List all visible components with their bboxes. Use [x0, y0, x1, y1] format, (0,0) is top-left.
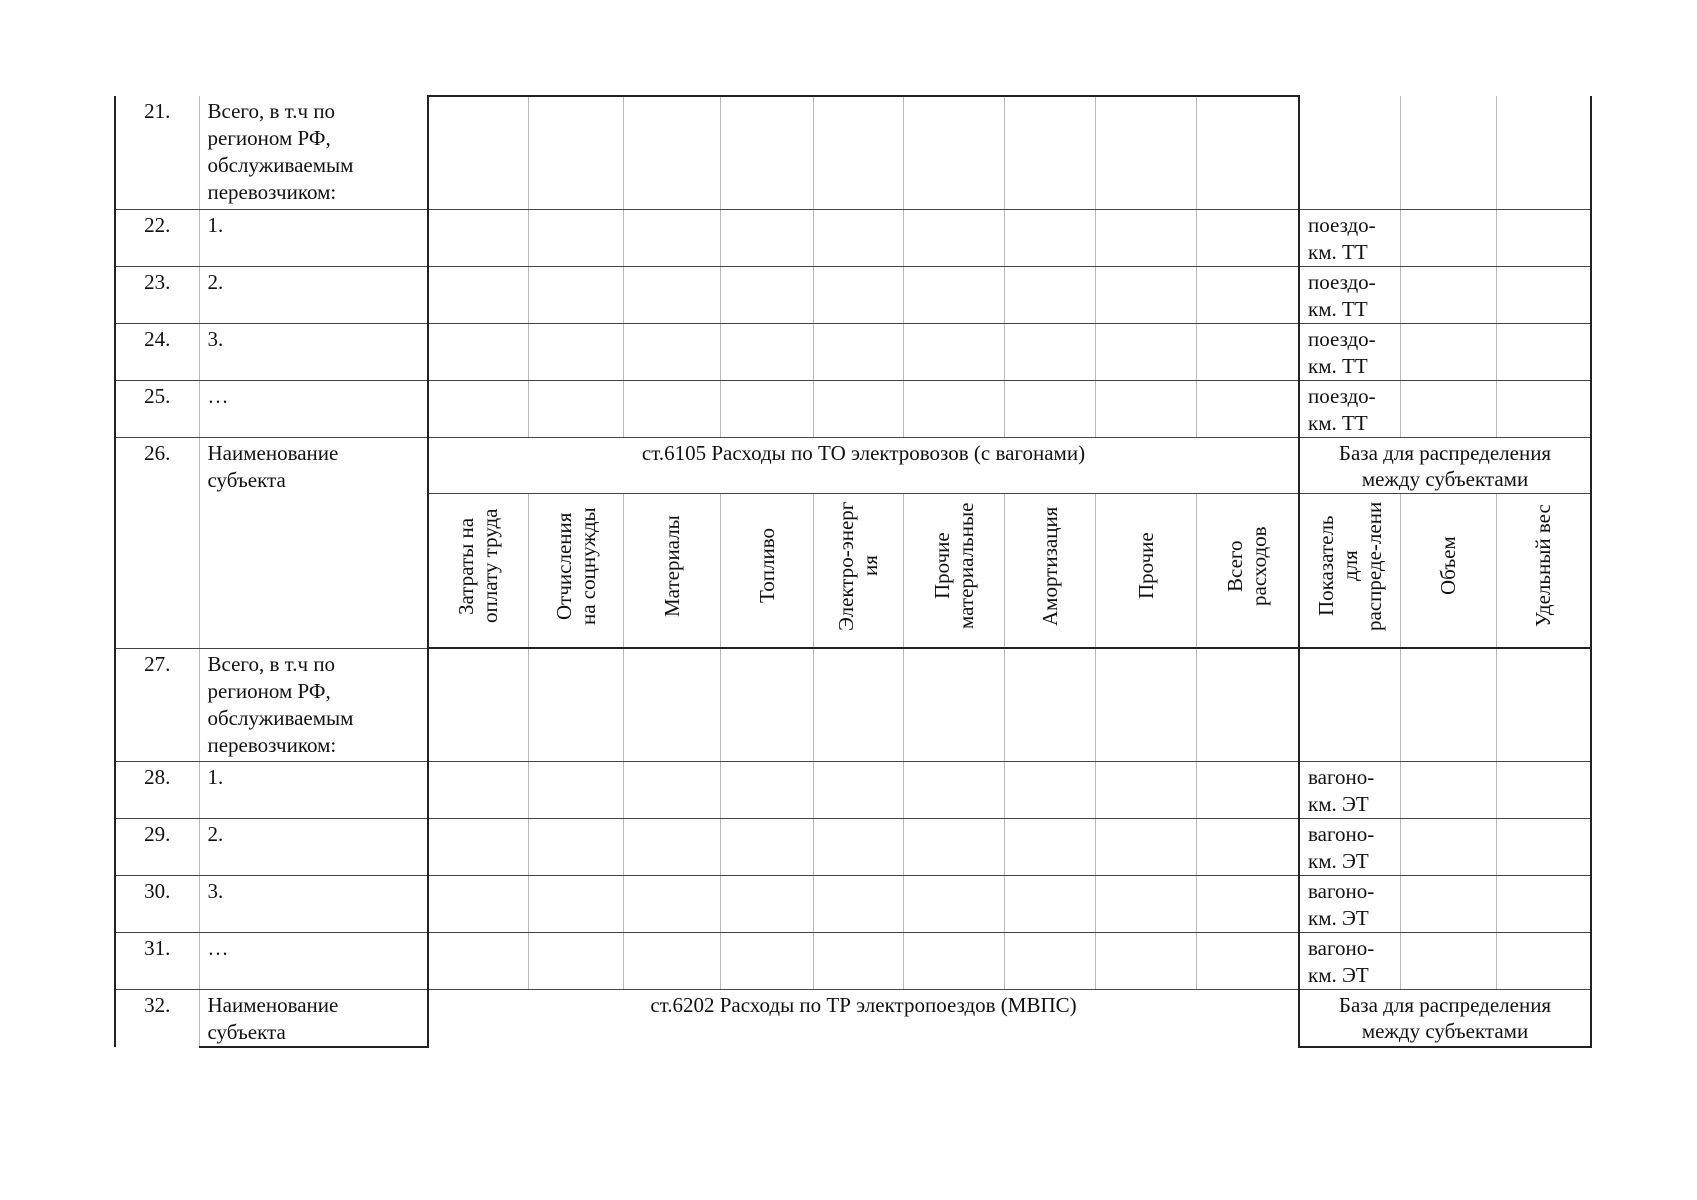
- table-row: [115, 381, 1591, 438]
- cell: [903, 876, 1004, 933]
- cell: [813, 210, 903, 267]
- cell: [623, 210, 720, 267]
- cell: [1004, 96, 1095, 210]
- cell: [428, 96, 528, 210]
- base-indicator: вагоно-км. ЭТ: [1299, 933, 1400, 990]
- table-row: [115, 210, 1591, 267]
- row-name: 2.: [199, 267, 428, 324]
- section-title: ст.6105 Расходы по ТО электровозов (с вагонами): [428, 438, 1299, 494]
- cell: [720, 96, 813, 210]
- subject-name-header: Наименование субъекта: [199, 438, 428, 649]
- section-header-row: [115, 990, 1591, 1048]
- cell: [720, 876, 813, 933]
- cell: [1496, 210, 1591, 267]
- base-indicator: поездо-км. ТТ: [1299, 381, 1400, 438]
- column-header: [1004, 494, 1095, 649]
- cell: [1299, 96, 1400, 210]
- cell: [1496, 762, 1591, 819]
- cell: [720, 762, 813, 819]
- row-name: …: [199, 381, 428, 438]
- cell: [903, 762, 1004, 819]
- cell: [528, 876, 623, 933]
- cell: [813, 648, 903, 762]
- column-header: [813, 494, 903, 649]
- column-header-label: Прочие материальные: [929, 502, 978, 630]
- column-header-label: Прочие: [1133, 532, 1158, 600]
- cell: [1196, 933, 1299, 990]
- cell: [1004, 267, 1095, 324]
- cell: [428, 381, 528, 438]
- cell: [1496, 324, 1591, 381]
- cell: [813, 933, 903, 990]
- column-header-label: Топливо: [754, 528, 779, 604]
- cell: [903, 648, 1004, 762]
- cell: [1004, 762, 1095, 819]
- section-header-row: [115, 438, 1591, 494]
- cell: [1196, 762, 1299, 819]
- row-number: 30.: [115, 876, 199, 933]
- subject-name-header: Наименование субъекта: [199, 990, 428, 1048]
- base-title: База для распределения между субъектами: [1299, 438, 1591, 494]
- cell: [428, 324, 528, 381]
- cell: [813, 762, 903, 819]
- row-number: 21.: [115, 96, 199, 210]
- cell: [1400, 96, 1496, 210]
- cell: [623, 876, 720, 933]
- row-number: 27.: [115, 648, 199, 762]
- cost-distribution-table: [114, 95, 1592, 1048]
- cell: [813, 324, 903, 381]
- table-row: [115, 933, 1591, 990]
- base-title: База для распределения между субъектами: [1299, 990, 1591, 1048]
- cell: [1004, 876, 1095, 933]
- column-header: [720, 494, 813, 649]
- cell: [1196, 819, 1299, 876]
- row-name: Всего, в т.ч по регионом РФ, обслуживаемым перевозчиком:: [199, 648, 428, 762]
- column-header-label: Показатель для распреде-лени: [1313, 501, 1386, 631]
- cell: [1196, 324, 1299, 381]
- row-number: 25.: [115, 381, 199, 438]
- cell: [1400, 876, 1496, 933]
- cell: [720, 324, 813, 381]
- cell: [1400, 210, 1496, 267]
- base-indicator: поездо-км. ТТ: [1299, 210, 1400, 267]
- cell: [428, 648, 528, 762]
- row-name: Всего, в т.ч по регионом РФ, обслуживаемым перевозчиком:: [199, 96, 428, 210]
- cell: [1095, 267, 1196, 324]
- cell: [813, 96, 903, 210]
- row-number: 26.: [115, 438, 199, 649]
- column-header-label: Объем: [1436, 536, 1460, 596]
- cell: [1299, 648, 1400, 762]
- cell: [903, 267, 1004, 324]
- cell: [528, 324, 623, 381]
- table-row: [115, 96, 1591, 210]
- cell: [1095, 933, 1196, 990]
- cell: [1496, 933, 1591, 990]
- row-number: 28.: [115, 762, 199, 819]
- base-indicator: вагоно-км. ЭТ: [1299, 876, 1400, 933]
- cell: [1400, 933, 1496, 990]
- cell: [720, 381, 813, 438]
- table-row: [115, 819, 1591, 876]
- base-indicator: поездо-км. ТТ: [1299, 324, 1400, 381]
- column-header: [528, 494, 623, 649]
- cell: [1400, 324, 1496, 381]
- cell: [1196, 96, 1299, 210]
- row-number: 23.: [115, 267, 199, 324]
- cell: [813, 876, 903, 933]
- column-header-label: Амортизация: [1037, 506, 1062, 626]
- cell: [1496, 876, 1591, 933]
- column-header-label: Материалы: [659, 515, 684, 617]
- column-header: [428, 494, 528, 649]
- column-header-label: Отчисления на соцнужды: [551, 507, 600, 625]
- row-name: 1.: [199, 210, 428, 267]
- cell: [1095, 210, 1196, 267]
- cell: [720, 933, 813, 990]
- cell: [903, 96, 1004, 210]
- cell: [1196, 876, 1299, 933]
- cell: [428, 762, 528, 819]
- cell: [1196, 648, 1299, 762]
- cell: [1400, 267, 1496, 324]
- cell: [1004, 933, 1095, 990]
- cell: [623, 762, 720, 819]
- row-name: 3.: [199, 876, 428, 933]
- cell: [1004, 210, 1095, 267]
- column-header-label: Затраты на оплату труда: [454, 508, 503, 624]
- section-title: ст.6202 Расходы по ТР электропоездов (МВПС): [428, 990, 1299, 1048]
- row-name: 1.: [199, 762, 428, 819]
- column-header: [1196, 494, 1299, 649]
- base-column-header: [1400, 494, 1496, 649]
- base-indicator: вагоно-км. ЭТ: [1299, 762, 1400, 819]
- column-header: [903, 494, 1004, 649]
- row-name: 3.: [199, 324, 428, 381]
- cell: [623, 381, 720, 438]
- base-indicator: поездо-км. ТТ: [1299, 267, 1400, 324]
- cell: [1496, 96, 1591, 210]
- cell: [528, 210, 623, 267]
- cell: [720, 819, 813, 876]
- cell: [1496, 819, 1591, 876]
- cell: [528, 762, 623, 819]
- cell: [813, 267, 903, 324]
- cell: [528, 933, 623, 990]
- cell: [528, 819, 623, 876]
- cell: [903, 933, 1004, 990]
- cell: [623, 819, 720, 876]
- cell: [1095, 381, 1196, 438]
- cell: [1095, 819, 1196, 876]
- cell: [903, 210, 1004, 267]
- cell: [428, 933, 528, 990]
- cell: [623, 96, 720, 210]
- cell: [1004, 648, 1095, 762]
- cell: [528, 96, 623, 210]
- cell: [903, 819, 1004, 876]
- cell: [1400, 381, 1496, 438]
- cell: [428, 210, 528, 267]
- cell: [720, 210, 813, 267]
- row-number: 22.: [115, 210, 199, 267]
- cell: [813, 381, 903, 438]
- row-number: 29.: [115, 819, 199, 876]
- cell: [1095, 324, 1196, 381]
- cell: [720, 267, 813, 324]
- cell: [1400, 762, 1496, 819]
- base-column-header: [1299, 494, 1400, 649]
- cell: [528, 648, 623, 762]
- cell: [903, 381, 1004, 438]
- row-name: …: [199, 933, 428, 990]
- cell: [1095, 762, 1196, 819]
- cell: [903, 324, 1004, 381]
- cell: [1004, 381, 1095, 438]
- cell: [623, 933, 720, 990]
- cell: [1496, 648, 1591, 762]
- base-indicator: вагоно-км. ЭТ: [1299, 819, 1400, 876]
- cell: [623, 648, 720, 762]
- table-row: [115, 267, 1591, 324]
- cell: [720, 648, 813, 762]
- cell: [428, 819, 528, 876]
- cell: [623, 324, 720, 381]
- row-number: 31.: [115, 933, 199, 990]
- row-number: 24.: [115, 324, 199, 381]
- cell: [623, 267, 720, 324]
- table-row: [115, 324, 1591, 381]
- cell: [1095, 876, 1196, 933]
- cell: [1095, 96, 1196, 210]
- cell: [428, 267, 528, 324]
- base-column-header: [1496, 494, 1591, 649]
- cell: [1496, 381, 1591, 438]
- cell: [1196, 210, 1299, 267]
- cell: [1400, 819, 1496, 876]
- column-header: [623, 494, 720, 649]
- cell: [1196, 381, 1299, 438]
- cell: [1496, 267, 1591, 324]
- column-header: [1095, 494, 1196, 649]
- cell: [428, 876, 528, 933]
- cell: [1095, 648, 1196, 762]
- row-number: 32.: [115, 990, 199, 1048]
- table-row: [115, 876, 1591, 933]
- cell: [813, 819, 903, 876]
- cell: [528, 267, 623, 324]
- cell: [1196, 267, 1299, 324]
- cell: [528, 381, 623, 438]
- column-header-label: Электро-энерг ия: [834, 501, 882, 631]
- cell: [1004, 324, 1095, 381]
- column-header-label: Всего расходов: [1223, 526, 1272, 606]
- row-name: 2.: [199, 819, 428, 876]
- cell: [1004, 819, 1095, 876]
- table-row: [115, 648, 1591, 762]
- table-row: [115, 762, 1591, 819]
- column-header-label: Удельный вес: [1531, 504, 1556, 628]
- cell: [1400, 648, 1496, 762]
